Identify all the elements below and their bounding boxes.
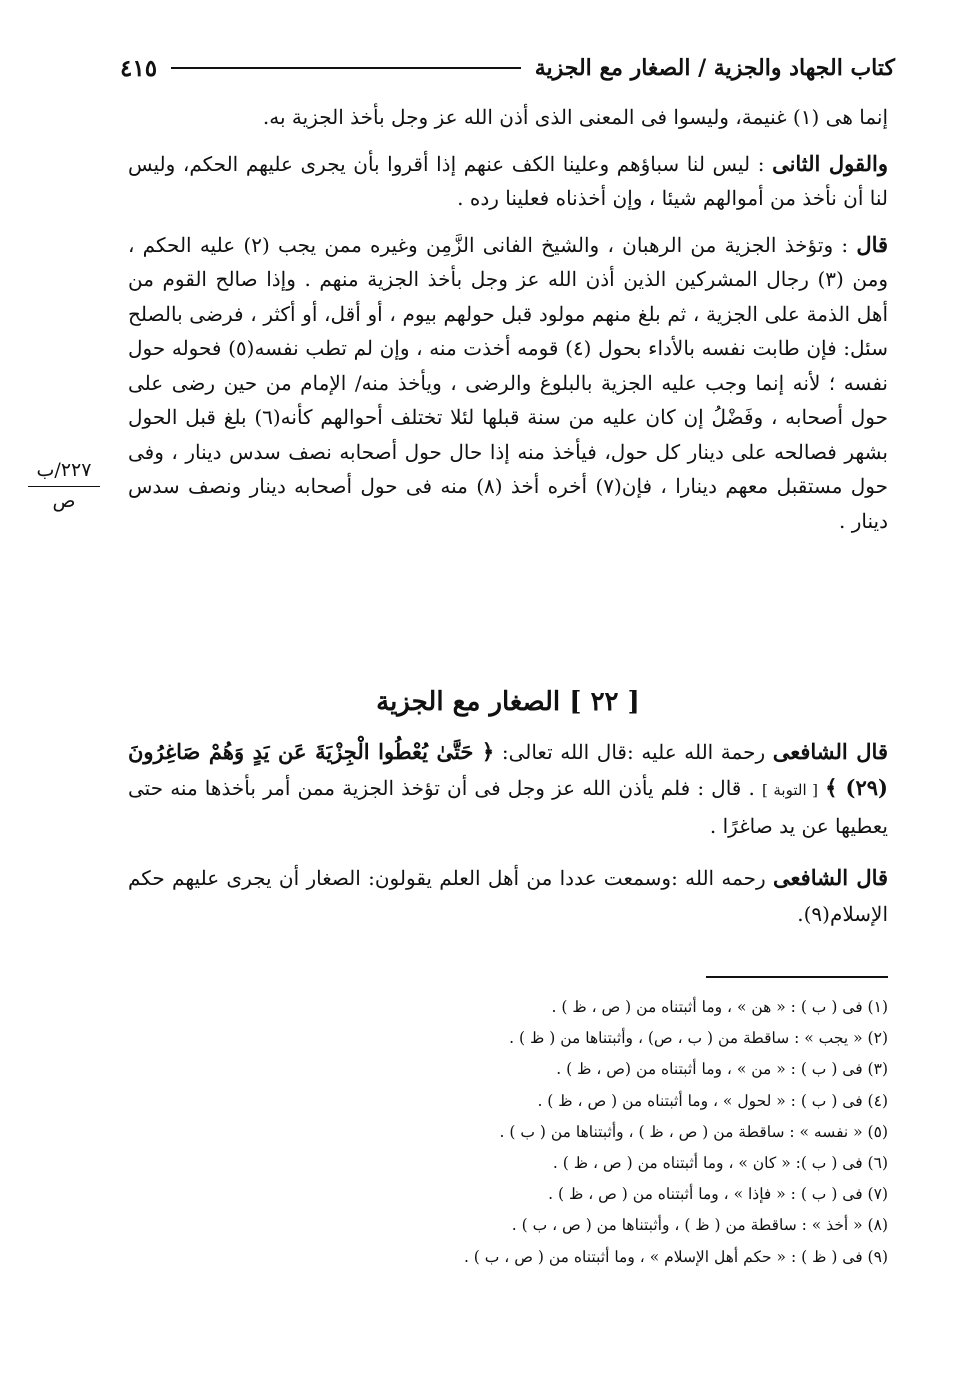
footnote: (٢) « يجب » : ساقطة من ( ب ، ص) ، وأثبتناها من ( ظ ) . <box>509 1029 888 1048</box>
paragraph-2 <box>128 147 888 216</box>
footnote-rule <box>706 976 888 978</box>
section-paragraph-2-text: رحمه الله :وسمعت عددا من أهل العلم يقولون: الصغار أن يجرى عليهم حكم الإسلام(٩). <box>128 866 888 926</box>
page-number: ٤١٥ <box>120 54 158 82</box>
paragraph-1: إنما هى (١) غنيمة، وليسوا فى المعنى الذى أذن الله عز وجل بأخذ الجزية به. <box>262 105 888 129</box>
margin-note <box>28 456 100 515</box>
header-rule <box>171 67 521 69</box>
footnote: (٩) فى ( ظ ) : « حكم أهل الإسلام » ، وما أثبتناه من ( ص ، ب ) . <box>463 1247 888 1266</box>
footnote: (٦) فى ( ب ): « كان » ، وما أثبتناه من ( ص ، ظ ) . <box>552 1154 888 1173</box>
main-text <box>128 100 888 550</box>
section-paragraph-1 <box>128 734 888 844</box>
section-text <box>128 734 888 948</box>
sura-reference: [ التوبة ] <box>762 781 819 799</box>
footnote: (٣) فى ( ب ) : « من » ، وما أثبتناه من (ص ، ظ ) . <box>556 1060 888 1079</box>
section-paragraph-2-speaker: قال الشافعى <box>773 865 889 890</box>
paragraph-3-speaker: قال <box>856 231 889 257</box>
footnote: (٨) « أخذ » : ساقطة من ( ظ ) ، وأثبتناها من ( ص ، ب ) . <box>511 1216 888 1235</box>
footnote: (٤) فى ( ب ) : « لحول » ، وما أثبتناه من ( ص ، ظ ) . <box>537 1091 888 1110</box>
quran-verse: ﴿ حَتَّىٰ يُعْطُوا الْجِزْيَةَ عَن يَدٍ وَهُمْ صَاغِرُونَ (٢٩) ﴾ <box>128 739 888 800</box>
footnote: (٧) فى ( ب ) : « فإذا » ، وما أثبتناه من ( ص ، ظ ) . <box>548 1185 888 1204</box>
footnote: (١) فى ( ب ) : « هن » ، وما أثبتناه من ( ص ، ظ ) . <box>551 998 888 1016</box>
section-paragraph-1-speaker: قال الشافعى <box>772 739 888 764</box>
margin-siglum: ص <box>52 490 76 512</box>
footnotes <box>128 992 888 1273</box>
section-paragraph-2 <box>128 860 888 932</box>
section-paragraph-1-intro: رحمة الله عليه :قال الله تعالى: <box>501 740 766 764</box>
paragraph-2-text: : ليس لنا سباؤهم وعلينا الكف عنهم إذا أقروا بأن يجرى عليهم الحكم، وليس لنا أن نأخذ من أموالهم شيئا ، وإن أخذناه فعلينا رده . <box>128 151 888 210</box>
page-header <box>120 48 895 88</box>
paragraph-3 <box>128 228 888 539</box>
margin-folio: ٢٢٧/ب <box>28 456 100 487</box>
section-paragraph-1-rest: . قال : فلم يأذن الله عز وجل فى أن تؤخذ الجزية ممن أمر بأخذها منه حتى يعطيها عن يد صاغرًا . <box>128 776 888 838</box>
paragraph-3-text: : وتؤخذ الجزية من الرهبان ، والشيخ الفانى الزَّمِن وغيره ممن يجب (٢) عليه الحكم ، ومن (٣) رجال المشركين الذين أذن الله عز وجل بأخذ الجزية منهم . وإذا صالح القوم من أهل الذمة على الجزية ، ثم بلغ منهم مولود قبل حولهم بيوم ، أو أقل، أو أكثر ، فرضى بالصلح سئل: فإن طابت نفسه بالأداء بحول (٤) قومه أخذت منه ، وإن لم تطب نفسه(٥) فحوله حول نفسه ؛ لأنه إنما وجب عليه الجزية بالبلوغ والرضى ، ويأخذ منه/ الإمام من حين رضى على حول أصحابه ، وفَضْلُ إن كان عليه من سنة قبلها لئلا تختلف أحوالهم كأنه(٦) بلغ قبل الحول بشهر فصالحه على دينار كل حول، فيأخذ منه إذا حال حول أصحابه نصف سدس دينار ، وفى حول مستقبل معهم دينارا ، فإن(٧) أخره أخذ (٨) منه فى حول أصحابه دينار ونصف سدس دينار . <box>128 232 889 533</box>
section-heading: [ ٢٢ ] الصغار مع الجزية <box>376 687 640 717</box>
paragraph-2-speaker: والقول الثانى <box>772 150 889 176</box>
footnote: (٥) « نفسه » : ساقطة من ( ص ، ظ ) ، وأثبتناها من ( ب ) . <box>499 1122 888 1141</box>
running-title: كتاب الجهاد والجزية / الصغار مع الجزية <box>534 55 895 81</box>
